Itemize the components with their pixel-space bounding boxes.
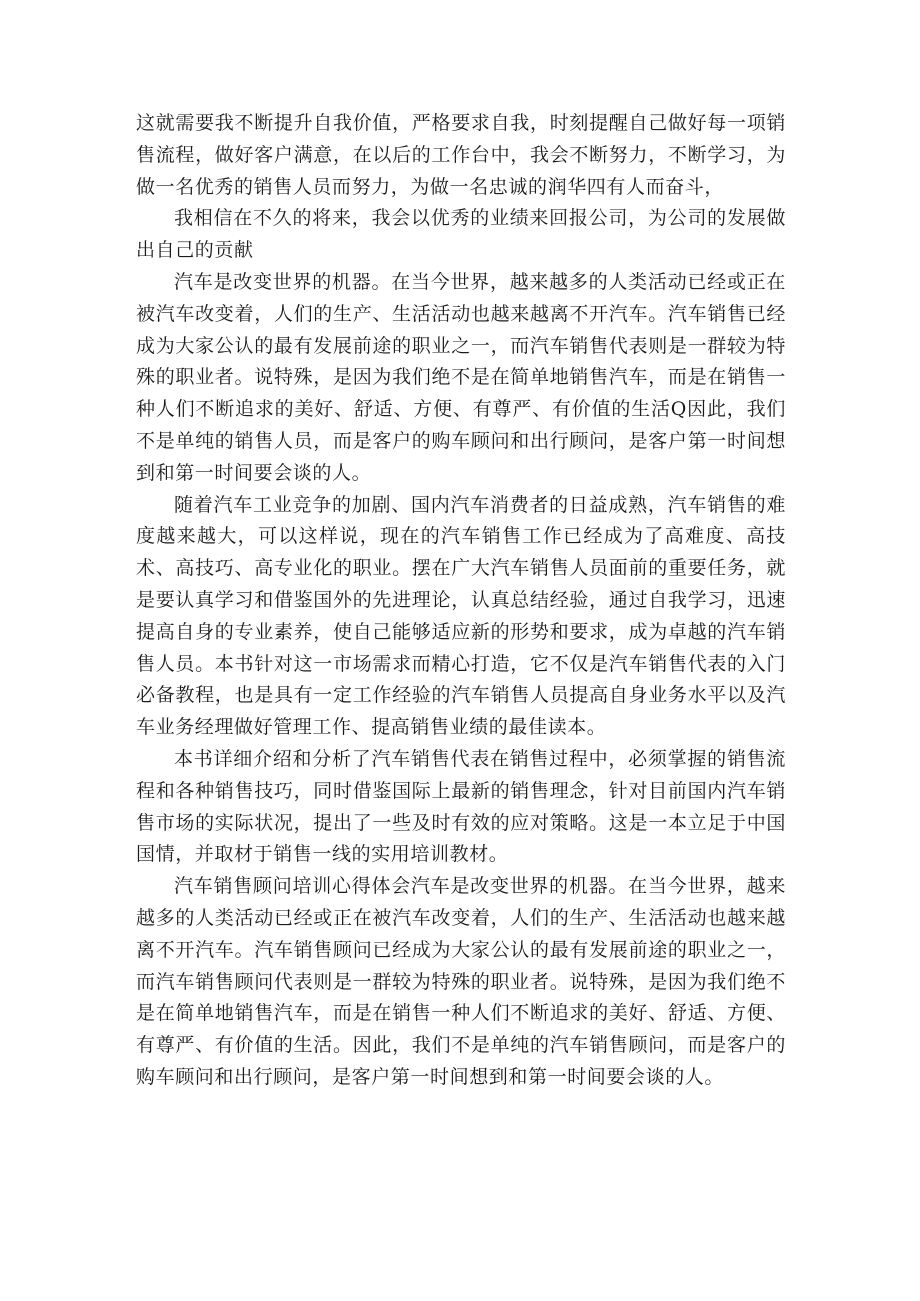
paragraph-continuation: 这就需要我不断提升自我价值，严格要求自我，时刻提醒自己做好每一项销售流程，做好客户满意，在以后的工作台中，我会不断努力，不断学习，为做一名优秀的销售人员而努力，为做一名忠诚的润华四有人而奋斗，	[136, 112, 786, 198]
paragraph: 本书详细介绍和分析了汽车销售代表在销售过程中，必须掌握的销售流程和各种销售技巧，同时借鉴国际上最新的销售理念，针对目前国内汽车销售市场的实际状况，提出了一些及时有效的应对策略。这是一本立足于中国国情，并取材于销售一线的实用培训教材。	[136, 747, 786, 866]
paragraph: 汽车销售顾问培训心得体会汽车是改变世界的机器。在当今世界，越来越多的人类活动已经或正在被汽车改变着，人们的生产、生活活动也越来越离不开汽车。汽车销售顾问已经成为大家公认的最有发展前途的职业之一，而汽车销售顾问代表则是一群较为特殊的职业者。说特殊，是因为我们绝不是在简单地销售汽车，而是在销售一种人们不断追求的美好、舒适、方便、有尊严、有价值的生活。因此，我们不是单纯的汽车销售顾问，而是客户的购车顾问和出行顾问，是客户第一时间想到和第一时间要会谈的人。	[136, 875, 786, 1088]
paragraph: 随着汽车工业竞争的加剧、国内汽车消费者的日益成熟，汽车销售的难度越来越大，可以这样说，现在的汽车销售工作已经成为了高难度、高技术、高技巧、高专业化的职业。摆在广大汽车销售人员面前的重要任务，就是要认真学习和借鉴国外的先进理论，认真总结经验，通过自我学习，迅速提高自身的专业素养，使自己能够适应新的形势和要求，成为卓越的汽车销售人员。本书针对这一市场需求而精心打造，它不仅是汽车销售代表的入门必备教程，也是具有一定工作经验的汽车销售人员提高自身业务水平以及汽车业务经理做好管理工作、提高销售业绩的最佳读本。	[136, 493, 786, 739]
paragraph: 我相信在不久的将来，我会以优秀的业绩来回报公司，为公司的发展做出自己的贡献	[136, 207, 786, 262]
document-body	[136, 108, 786, 1094]
paragraph: 汽车是改变世界的机器。在当今世界，越来越多的人类活动已经或正在被汽车改变着，人们的生产、生活活动也越来越离不开汽车。汽车销售已经成为大家公认的最有发展前途的职业之一，而汽车销售代表则是一群较为特殊的职业者。说特殊，是因为我们绝不是在简单地销售汽车，而是在销售一种人们不断追求的美好、舒适、方便、有尊严、有价值的生活Q因此，我们不是单纯的销售人员，而是客户的购车顾问和出行顾问，是客户第一时间想到和第一时间要会谈的人。	[136, 270, 786, 484]
